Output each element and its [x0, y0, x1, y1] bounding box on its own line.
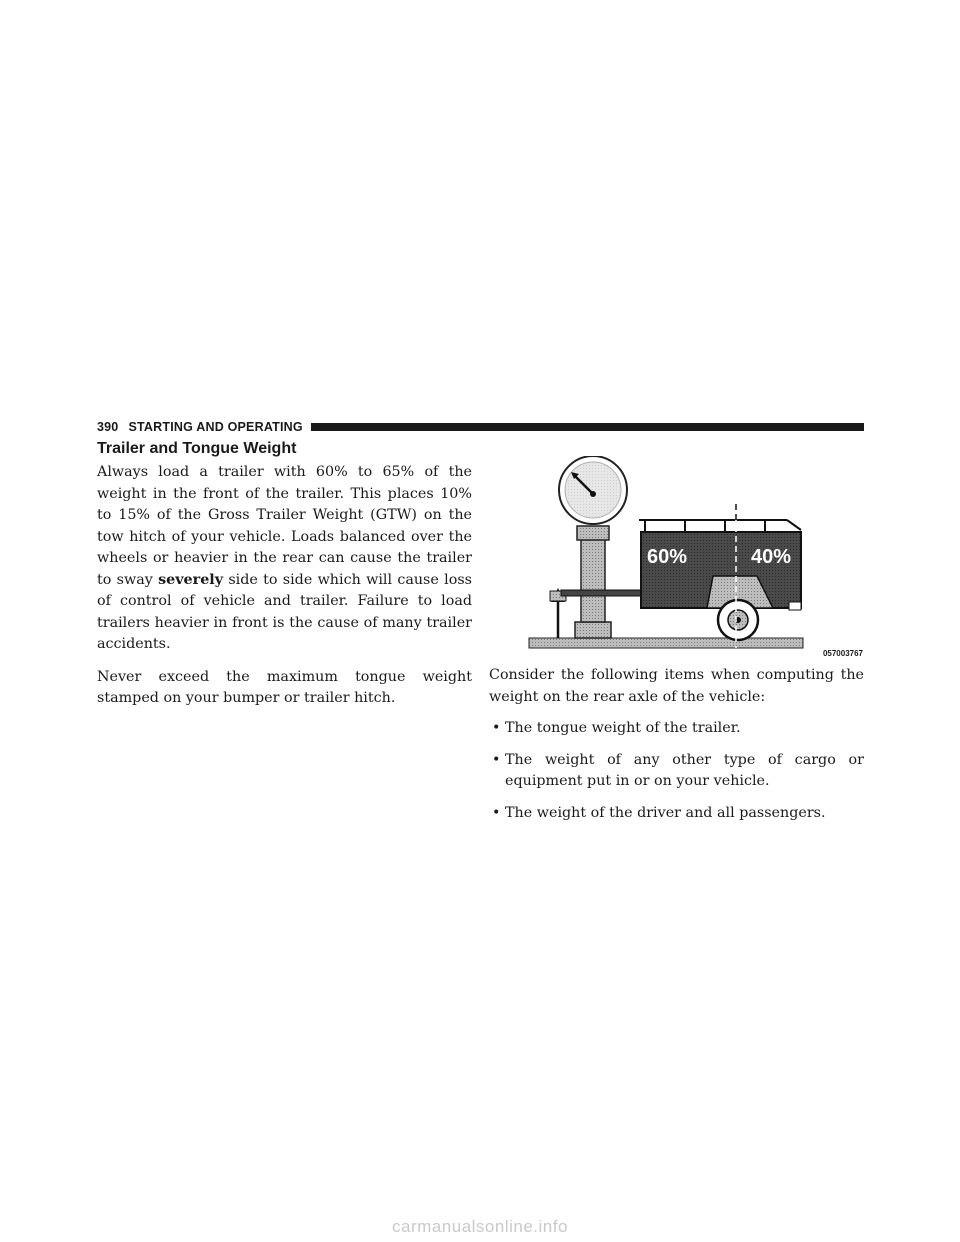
tongue-weight-figure: [517, 456, 863, 660]
paragraph-tongue-limit: Never exceed the maximum tongue weight stamped on your bumper or trailer hitch.: [97, 668, 472, 706]
trailer-tongue: [561, 590, 651, 596]
bullet-icon: •: [492, 720, 501, 736]
scale-base: [575, 622, 611, 638]
list-item: • The tongue weight of the trailer.: [489, 718, 864, 740]
scale-collar: [577, 526, 609, 540]
right-column: [489, 665, 864, 834]
rear-axle-intro: Consider the following items when computing the weight on the rear axle of the vehicle:: [489, 667, 864, 705]
rear-percent-label: 40%: [751, 546, 792, 568]
list-item: • The weight of the driver and all passengers.: [489, 803, 864, 825]
paragraph-load-distribution: Always load a trailer with 60% to 65% of the weight in the front of the trailer. This places 10% to 15% of the Gross Trailer Weight (GTW) on the tow hitch of your vehicle. Loads balanced over the wheels or heavier in the rear can cause the trailer to sway severely side to side which will cause loss of control of vehicle and trailer. Failure to load trailers heavier in front is the cause of many trailer accidents.: [97, 464, 472, 652]
watermark: carmanualsonline.info: [392, 1217, 568, 1236]
ground-plate: [529, 638, 803, 648]
emphasis-severely: severely: [158, 571, 224, 588]
header-rule: [311, 423, 864, 431]
page-number: 390: [97, 420, 119, 434]
section-title: STARTING AND OPERATING: [128, 420, 303, 434]
figure-code: 057003767: [822, 649, 863, 658]
section-heading: Trailer and Tongue Weight: [97, 440, 297, 457]
scale-column: [581, 538, 605, 622]
trailer-scale-illustration: [517, 456, 863, 660]
bullet-icon: •: [492, 751, 501, 768]
front-percent-label: 60%: [647, 546, 688, 568]
list-item: • The weight of any other type of cargo or equipment put in or on your vehicle.: [492, 751, 864, 789]
rear-axle-list: [489, 718, 864, 824]
left-column: [97, 462, 472, 721]
page-header: [97, 419, 864, 435]
bullet-icon: •: [492, 804, 501, 821]
